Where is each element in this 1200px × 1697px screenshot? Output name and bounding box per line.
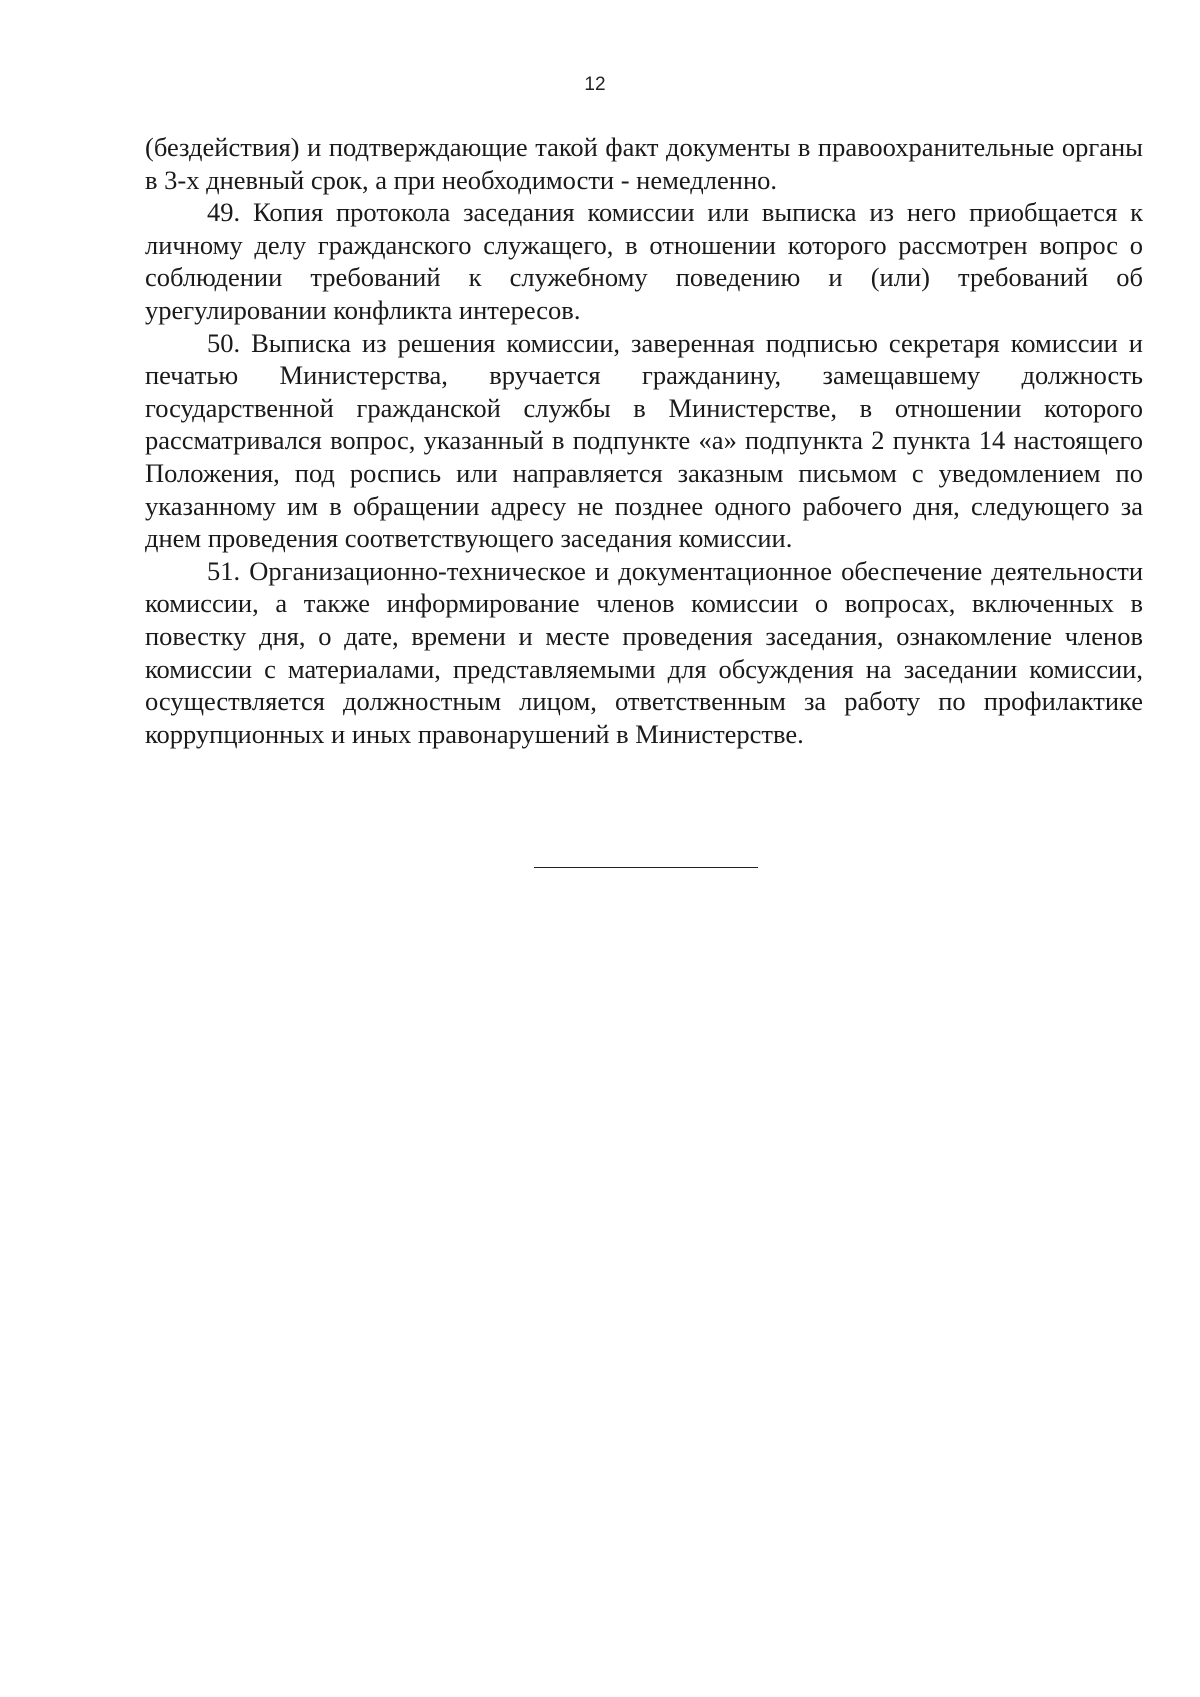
end-of-document-line (534, 867, 758, 868)
paragraph-continuation: (бездействия) и подтверждающие такой факт документы в правоохранительные органы в 3-х дневный срок, а при необходимости - немедленно. (145, 132, 1143, 195)
document-body (145, 131, 1143, 750)
page-number: 12 (584, 74, 606, 95)
paragraph-50: 50. Выписка из решения комиссии, заверенная подписью секретаря комиссии и печатью Министерства, вручается гражданину, замещавшему должность государственной гражданской службы в Министерстве, в отношении которого рассматривался вопрос, указанный в подпункте «а» подпункта 2 пункта 14 настоящего Положения, под роспись или направляется заказным письмом с уведомлением по указанному им в обращении адресу не позднее одного рабочего дня, следующего за днем проведения соответствующего заседания комиссии. (145, 327, 1143, 554)
paragraph-49: 49. Копия протокола заседания комиссии или выписка из него приобщается к личному делу гражданского служащего, в отношении которого рассмотрен вопрос о соблюдении требований к служебному поведению и (или) требований об урегулировании конфликта интересов. (145, 197, 1143, 325)
paragraph-51: 51. Организационно-техническое и документационное обеспечение деятельности комиссии, а также информирование членов комиссии о вопросах, включенных в повестку дня, о дате, времени и месте проведения заседания, ознакомление членов комиссии с материалами, представляемыми для обсуждения на заседании комиссии, осуществляется должностным лицом, ответственным за работу по профилактике коррупционных и иных правонарушений в Министерстве. (145, 555, 1143, 749)
